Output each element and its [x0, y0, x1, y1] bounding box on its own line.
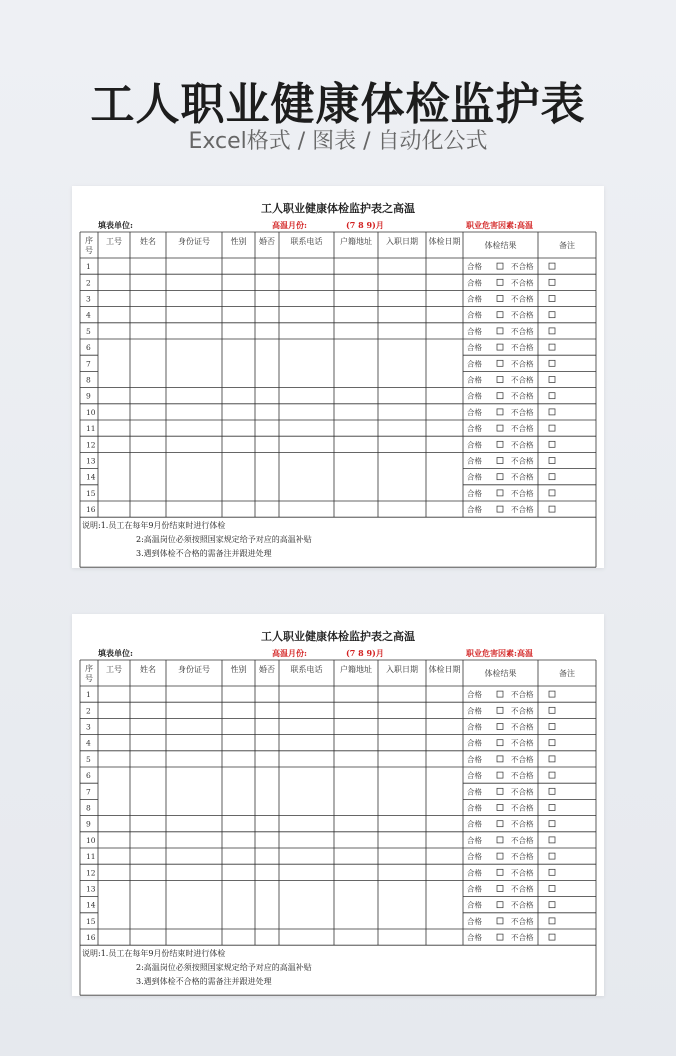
- col-header: 身份证号: [178, 665, 210, 674]
- col-header: 号: [85, 246, 93, 255]
- result-pass-label: 合格: [467, 722, 482, 732]
- pass-checkbox: [497, 458, 503, 464]
- fail-checkbox: [549, 772, 555, 778]
- pass-checkbox: [497, 869, 503, 875]
- pass-checkbox: [497, 279, 503, 285]
- result-fail-label: 不合格: [511, 852, 534, 862]
- fail-checkbox: [549, 506, 555, 512]
- result-fail-label: 不合格: [511, 738, 534, 748]
- result-fail-label: 不合格: [511, 803, 534, 813]
- pass-checkbox: [497, 425, 503, 431]
- result-fail-label: 不合格: [511, 916, 534, 926]
- pass-checkbox: [497, 853, 503, 859]
- note-line: 说明:1.员工在每年9月份结束时进行体检: [82, 949, 226, 959]
- col-header: 入职日期: [386, 665, 418, 674]
- result-pass-label: 合格: [467, 456, 482, 466]
- result-pass-label: 合格: [467, 375, 482, 385]
- row-number: 9: [86, 819, 91, 829]
- result-pass-label: 合格: [467, 294, 482, 304]
- note-line: 3.遇到体检不合格的需备注并跟进处理: [136, 549, 272, 559]
- fail-checkbox: [549, 707, 555, 713]
- col-header: 性别: [230, 237, 247, 246]
- result-pass-label: 合格: [467, 424, 482, 434]
- col-header: 联系电话: [290, 665, 323, 674]
- note-line: 2:高温岗位必须按照国家规定给予对应的高温补贴: [136, 535, 312, 545]
- fail-checkbox: [549, 474, 555, 480]
- pass-checkbox: [497, 409, 503, 415]
- result-fail-label: 不合格: [511, 505, 534, 515]
- pass-checkbox: [497, 490, 503, 496]
- result-pass-label: 合格: [467, 706, 482, 716]
- row-number: 5: [86, 754, 91, 764]
- fail-checkbox: [549, 869, 555, 875]
- result-fail-label: 不合格: [511, 278, 534, 288]
- fail-checkbox: [549, 393, 555, 399]
- fail-checkbox: [549, 740, 555, 746]
- col-header: 婚否: [259, 237, 275, 246]
- pass-checkbox: [497, 918, 503, 924]
- pass-checkbox: [497, 441, 503, 447]
- result-fail-label: 不合格: [511, 440, 534, 450]
- result-fail-label: 不合格: [511, 310, 534, 320]
- row-number: 3: [86, 722, 91, 732]
- result-pass-label: 合格: [467, 819, 482, 829]
- row-number: 12: [86, 440, 96, 450]
- fail-checkbox: [549, 934, 555, 940]
- row-number: 14: [86, 472, 96, 482]
- result-pass-label: 合格: [467, 690, 482, 700]
- result-pass-label: 合格: [467, 900, 482, 910]
- row-number: 1: [86, 262, 91, 272]
- note-line: 说明:1.员工在每年9月份结束时进行体检: [82, 521, 226, 531]
- result-pass-label: 合格: [467, 391, 482, 401]
- result-pass-label: 合格: [467, 472, 482, 482]
- result-fail-label: 不合格: [511, 424, 534, 434]
- result-fail-label: 不合格: [511, 472, 534, 482]
- fail-checkbox: [549, 312, 555, 318]
- row-number: 6: [86, 343, 91, 353]
- fail-checkbox: [549, 344, 555, 350]
- row-number: 1: [86, 690, 91, 700]
- pass-checkbox: [497, 772, 503, 778]
- sheet-title: 工人职业健康体检监护表之高温: [261, 202, 415, 215]
- col-header: 工号: [106, 665, 122, 674]
- fail-checkbox: [549, 458, 555, 464]
- result-fail-label: 不合格: [511, 787, 534, 797]
- pass-checkbox: [497, 328, 503, 334]
- result-fail-label: 不合格: [511, 819, 534, 829]
- fail-checkbox: [549, 853, 555, 859]
- row-number: 3: [86, 294, 91, 304]
- result-fail-label: 不合格: [511, 262, 534, 272]
- col-header: 体检日期: [428, 237, 461, 246]
- pass-checkbox: [497, 691, 503, 697]
- result-pass-label: 合格: [467, 343, 482, 353]
- row-number: 10: [86, 407, 96, 417]
- fail-checkbox: [549, 788, 555, 794]
- pass-checkbox: [497, 360, 503, 366]
- result-fail-label: 不合格: [511, 456, 534, 466]
- row-number: 2: [86, 706, 91, 716]
- result-pass-label: 合格: [467, 278, 482, 288]
- fail-checkbox: [549, 902, 555, 908]
- fail-checkbox: [549, 691, 555, 697]
- col-header: 户籍地址: [340, 665, 372, 674]
- fail-checkbox: [549, 360, 555, 366]
- col-header: 备注: [559, 241, 575, 250]
- row-number: 13: [86, 884, 96, 894]
- fail-checkbox: [549, 805, 555, 811]
- fail-checkbox: [549, 837, 555, 843]
- result-fail-label: 不合格: [511, 771, 534, 781]
- fail-checkbox: [549, 425, 555, 431]
- row-number: 6: [86, 771, 91, 781]
- result-fail-label: 不合格: [511, 933, 534, 943]
- row-number: 11: [86, 424, 96, 434]
- row-number: 15: [86, 488, 96, 498]
- pass-checkbox: [497, 344, 503, 350]
- result-pass-label: 合格: [467, 787, 482, 797]
- fail-checkbox: [549, 490, 555, 496]
- pass-checkbox: [497, 377, 503, 383]
- row-number: 16: [86, 933, 96, 943]
- sheet-preview-2: [72, 614, 604, 996]
- row-number: 8: [86, 803, 91, 813]
- result-pass-label: 合格: [467, 835, 482, 845]
- fail-checkbox: [549, 724, 555, 730]
- row-number: 2: [86, 278, 91, 288]
- month-value: (7 8 9)月: [346, 220, 384, 230]
- row-number: 14: [86, 900, 96, 910]
- month-value: (7 8 9)月: [346, 648, 384, 658]
- col-header: 体检结果: [484, 669, 517, 678]
- result-pass-label: 合格: [467, 884, 482, 894]
- result-pass-label: 合格: [467, 488, 482, 498]
- col-header: 号: [85, 674, 93, 683]
- result-fail-label: 不合格: [511, 690, 534, 700]
- result-fail-label: 不合格: [511, 722, 534, 732]
- pass-checkbox: [497, 756, 503, 762]
- result-pass-label: 合格: [467, 440, 482, 450]
- row-number: 8: [86, 375, 91, 385]
- pass-checkbox: [497, 821, 503, 827]
- col-header: 工号: [106, 237, 122, 246]
- result-fail-label: 不合格: [511, 754, 534, 764]
- row-number: 9: [86, 391, 91, 401]
- hero-subtitle: Excel格式 / 图表 / 自动化公式: [188, 129, 488, 154]
- row-number: 4: [86, 310, 91, 320]
- result-fail-label: 不合格: [511, 326, 534, 336]
- col-header: 备注: [559, 669, 575, 678]
- note-line: 3.遇到体检不合格的需备注并跟进处理: [136, 977, 272, 987]
- fail-checkbox: [549, 279, 555, 285]
- col-header: 序: [85, 236, 93, 245]
- row-number: 13: [86, 456, 96, 466]
- unit-label: 填表单位:: [98, 648, 133, 658]
- result-pass-label: 合格: [467, 407, 482, 417]
- result-pass-label: 合格: [467, 262, 482, 272]
- result-pass-label: 合格: [467, 754, 482, 764]
- result-pass-label: 合格: [467, 803, 482, 813]
- pass-checkbox: [497, 805, 503, 811]
- result-pass-label: 合格: [467, 868, 482, 878]
- result-fail-label: 不合格: [511, 900, 534, 910]
- row-number: 10: [86, 835, 96, 845]
- col-header: 入职日期: [386, 237, 418, 246]
- col-header: 身份证号: [178, 237, 210, 246]
- result-fail-label: 不合格: [511, 488, 534, 498]
- fail-checkbox: [549, 441, 555, 447]
- col-header: 体检结果: [484, 241, 517, 250]
- pass-checkbox: [497, 506, 503, 512]
- row-number: 12: [86, 868, 96, 878]
- pass-checkbox: [497, 902, 503, 908]
- result-fail-label: 不合格: [511, 884, 534, 894]
- col-header: 性别: [230, 665, 247, 674]
- pass-checkbox: [497, 886, 503, 892]
- result-fail-label: 不合格: [511, 391, 534, 401]
- result-fail-label: 不合格: [511, 343, 534, 353]
- result-pass-label: 合格: [467, 505, 482, 515]
- pass-checkbox: [497, 312, 503, 318]
- col-header: 序: [85, 664, 93, 673]
- pass-checkbox: [497, 707, 503, 713]
- result-fail-label: 不合格: [511, 375, 534, 385]
- result-fail-label: 不合格: [511, 835, 534, 845]
- monitoring-table: [72, 614, 604, 996]
- fail-checkbox: [549, 263, 555, 269]
- fail-checkbox: [549, 409, 555, 415]
- row-number: 7: [86, 359, 91, 369]
- row-number: 7: [86, 787, 91, 797]
- col-header: 体检日期: [428, 665, 461, 674]
- pass-checkbox: [497, 393, 503, 399]
- monitoring-table: [72, 186, 604, 568]
- fail-checkbox: [549, 377, 555, 383]
- hazard-label: 职业危害因素:高温: [466, 648, 533, 658]
- result-pass-label: 合格: [467, 771, 482, 781]
- result-fail-label: 不合格: [511, 294, 534, 304]
- pass-checkbox: [497, 724, 503, 730]
- result-fail-label: 不合格: [511, 868, 534, 878]
- pass-checkbox: [497, 296, 503, 302]
- pass-checkbox: [497, 837, 503, 843]
- result-fail-label: 不合格: [511, 407, 534, 417]
- month-label: 高温月份:: [272, 220, 307, 230]
- row-number: 5: [86, 326, 91, 336]
- fail-checkbox: [549, 296, 555, 302]
- result-pass-label: 合格: [467, 310, 482, 320]
- result-fail-label: 不合格: [511, 359, 534, 369]
- fail-checkbox: [549, 328, 555, 334]
- row-number: 16: [86, 505, 96, 515]
- result-pass-label: 合格: [467, 359, 482, 369]
- pass-checkbox: [497, 740, 503, 746]
- row-number: 4: [86, 738, 91, 748]
- row-number: 11: [86, 852, 96, 862]
- result-pass-label: 合格: [467, 933, 482, 943]
- fail-checkbox: [549, 886, 555, 892]
- sheet-preview-1: [72, 186, 604, 568]
- pass-checkbox: [497, 263, 503, 269]
- col-header: 姓名: [140, 237, 156, 246]
- sheet-title: 工人职业健康体检监护表之高温: [261, 630, 415, 643]
- month-label: 高温月份:: [272, 648, 307, 658]
- note-line: 2:高温岗位必须按照国家规定给予对应的高温补贴: [136, 963, 312, 973]
- result-pass-label: 合格: [467, 738, 482, 748]
- hero-title: 工人职业健康体检监护表: [90, 79, 586, 130]
- fail-checkbox: [549, 821, 555, 827]
- col-header: 联系电话: [290, 237, 323, 246]
- col-header: 户籍地址: [340, 237, 372, 246]
- row-number: 15: [86, 916, 96, 926]
- fail-checkbox: [549, 918, 555, 924]
- pass-checkbox: [497, 934, 503, 940]
- fail-checkbox: [549, 756, 555, 762]
- hazard-label: 职业危害因素:高温: [466, 220, 533, 230]
- result-fail-label: 不合格: [511, 706, 534, 716]
- unit-label: 填表单位:: [98, 220, 133, 230]
- pass-checkbox: [497, 788, 503, 794]
- col-header: 姓名: [140, 665, 156, 674]
- result-pass-label: 合格: [467, 852, 482, 862]
- result-pass-label: 合格: [467, 916, 482, 926]
- col-header: 婚否: [259, 665, 275, 674]
- result-pass-label: 合格: [467, 326, 482, 336]
- pass-checkbox: [497, 474, 503, 480]
